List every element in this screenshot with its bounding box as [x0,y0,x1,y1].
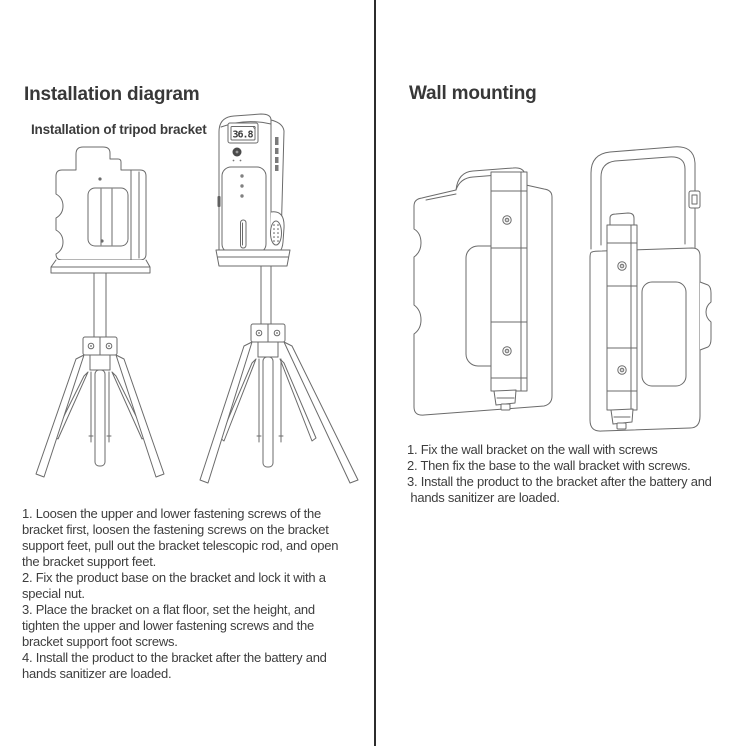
instruction-step [407,458,742,474]
sanitizer-window [241,220,247,248]
rail-hook [610,213,634,225]
instruction-line: 2. Then fix the base to the wall bracket with screws. [407,458,691,473]
screw-icon [618,262,626,270]
tripod-bracket-illustration [14,142,186,494]
side-button-icon [275,137,279,145]
temperature-value: 36.8 [232,129,253,141]
led-indicator-icon [240,184,243,187]
screw-icon [503,216,511,224]
instruction-line: bracket support foot screws. [22,634,178,649]
instruction-line: 4. Install the product to the bracket after the battery and [22,650,327,665]
led-indicator-icon [240,174,243,177]
wall-rail [491,172,527,391]
instruction-line: tighten the upper and lower fastening screws and the [22,618,314,633]
power-button-icon [218,196,221,207]
instruction-step [22,506,367,570]
instruction-line: 3. Install the product to the bracket after the battery and [407,474,712,489]
instruction-step [22,570,367,602]
instruction-line: 1. Fix the wall bracket on the wall with screws [407,442,658,457]
instruction-line: support feet, pull out the bracket telescopic rod, and open [22,538,339,553]
instruction-line: bracket first, loosen the fastening screws on the bracket [22,522,329,537]
wall-base-body [414,168,552,415]
side-latch [689,191,700,208]
wall-rail [607,225,637,410]
wall-mounting-steps [407,442,742,506]
tripod-device-illustration [188,110,372,502]
instruction-line: hands sanitizer are loaded. [22,666,172,681]
center-leg [95,370,105,466]
side-button-icon [275,165,279,171]
bracket-cradle [51,147,150,273]
tripod-leg [36,355,84,477]
led-indicator-icon [240,194,243,197]
instruction-line: 1. Loosen the upper and lower fastening screws of the [22,506,321,521]
side-tab [700,282,711,350]
tripod-leg [200,342,252,483]
screw-hole-icon [98,177,101,180]
speaker-grille-icon [271,221,282,245]
instruction-line: the bracket support feet. [22,554,156,569]
instruction-line: hands sanitizer are loaded. [407,490,560,505]
instruction-line: 3. Place the bracket on a flat floor, set the height, and [22,602,315,617]
tripod-leg [116,355,164,477]
subsection-title-tripod-bracket: Installation of tripod bracket [31,122,207,137]
wall-bracket-illustration [398,158,566,448]
section-title-installation-diagram: Installation diagram [24,84,200,105]
screw-icon [618,366,626,374]
side-button-icon [275,157,279,163]
base-tray [216,250,290,266]
tripod-leg [284,342,358,483]
side-button-icon [275,148,279,154]
section-title-wall-mounting: Wall mounting [409,83,537,104]
tripod-stand [200,250,358,483]
tripod-stand [36,273,164,477]
center-leg [263,357,273,467]
installation-steps [22,506,367,682]
telescopic-rod [94,273,106,337]
instruction-step [407,474,742,506]
screw-icon [503,347,511,355]
instruction-step [407,442,742,458]
instruction-line: 2. Fix the product base on the bracket and lock it with a [22,570,326,585]
screw-hole-icon [100,239,103,242]
column-divider [374,0,376,746]
telescopic-rod [261,266,271,324]
instruction-line: special nut. [22,586,85,601]
degree-mark: ° [252,125,257,133]
instruction-step [22,650,367,682]
instruction-step [22,602,367,650]
sanitizer-device [218,114,285,257]
wall-device-illustration [578,140,722,440]
